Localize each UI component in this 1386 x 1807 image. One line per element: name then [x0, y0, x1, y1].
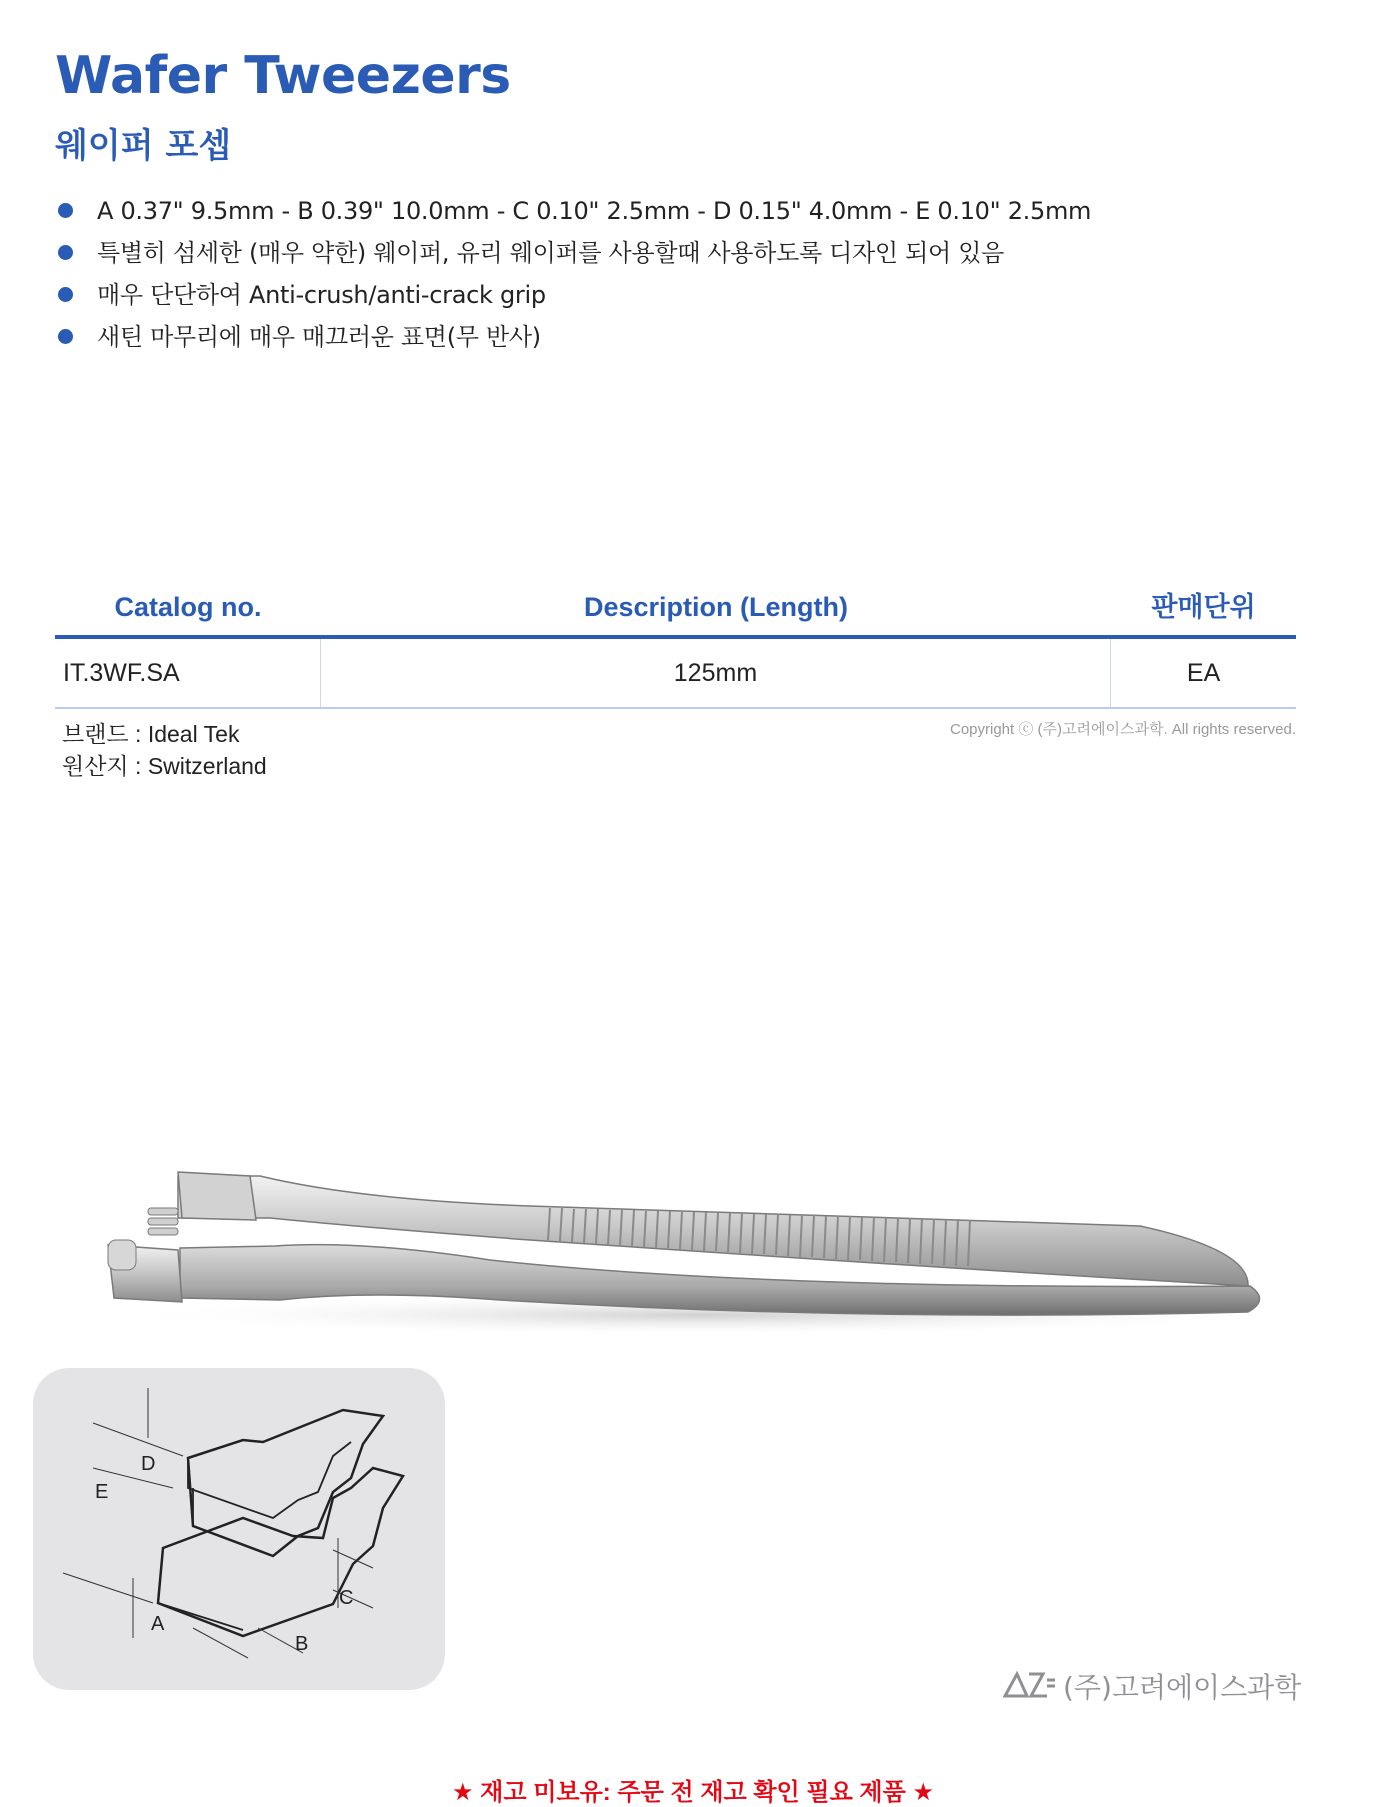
table-header [55, 580, 1296, 639]
product-table [55, 580, 1296, 709]
header-catalog-no: Catalog no. [114, 592, 262, 622]
dim-label-a: A [151, 1613, 165, 1635]
company-logo-icon [1003, 1668, 1055, 1705]
brand-line: 브랜드 : Ideal Tek [62, 721, 240, 747]
feature-item [55, 190, 1091, 232]
feature-item [55, 274, 1091, 316]
feature-item [55, 232, 1091, 274]
page-subtitle: 웨이퍼 포셉 [55, 126, 232, 166]
copyright-notice: Copyright ⓒ (주)고려에이스과학. All rights reserved. [950, 721, 1296, 738]
header-sales-unit: 판매단위 [1151, 592, 1256, 622]
company-logo [1003, 1666, 1301, 1706]
feature-text: 매우 단단하여 Anti-crush/anti-crack grip [97, 281, 546, 309]
cell-description: 125mm [321, 639, 1111, 707]
feature-text: 특별히 섬세한 (매우 약한) 웨이퍼, 유리 웨이퍼를 사용할때 사용하도록 디자인 되어 있음 [97, 239, 1005, 267]
stock-notice: ★ 재고 미보유: 주문 전 재고 확인 필요 제품 ★ [452, 1779, 934, 1806]
page-title: Wafer Tweezers [55, 46, 511, 106]
feature-text: 새틴 마무리에 매우 매끄러운 표면(무 반사) [97, 323, 541, 351]
cell-catalog-no: IT.3WF.SA [55, 639, 321, 707]
bullet-dot-icon [58, 203, 73, 218]
feature-text: A 0.37" 9.5mm - B 0.39" 10.0mm - C 0.10" 2.5mm - D 0.15" 4.0mm - E 0.10" 2.5mm [97, 197, 1092, 225]
dimension-diagram [33, 1368, 445, 1690]
dim-label-d: D [141, 1453, 156, 1475]
feature-list [55, 190, 1091, 358]
bullet-dot-icon [58, 329, 73, 344]
bullet-dot-icon [58, 287, 73, 302]
dim-label-e: E [95, 1481, 109, 1503]
header-description: Description (Length) [584, 592, 848, 622]
product-photo [70, 820, 1360, 1380]
origin-line: 원산지 : Switzerland [62, 753, 267, 779]
company-logo-text: (주)고려에이스과학 [1063, 1671, 1302, 1704]
table-row [55, 639, 1296, 709]
dim-label-b: B [295, 1633, 309, 1655]
feature-item [55, 316, 1091, 358]
product-meta [62, 718, 267, 782]
cell-sales-unit: EA [1186, 659, 1221, 687]
bullet-dot-icon [58, 245, 73, 260]
dim-label-c: C [339, 1587, 354, 1609]
